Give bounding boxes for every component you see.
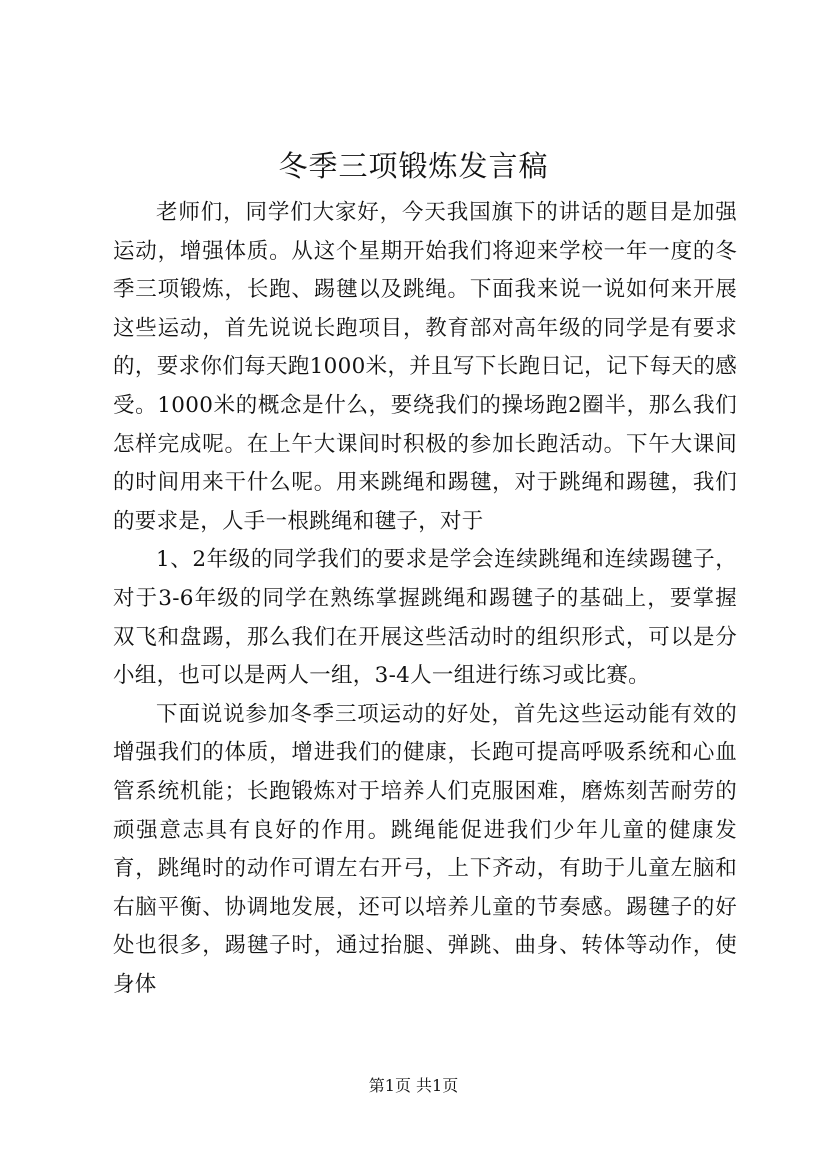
- paragraph-2: 1、2年级的同学我们的要求是学会连续跳绳和连续踢毽子，对于3-6年级的同学在熟练掌握跳绳和踢毽子的基础上，要掌握双飞和盘踢，那么我们在开展这些活动时的组织形式，可以是分小组，也可以是两人一组，3-4人一组进行练习或比赛。: [113, 547, 737, 689]
- document-title: 冬季三项锻炼发言稿: [278, 149, 549, 183]
- paragraph-1: 老师们，同学们大家好，今天我国旗下的讲话的题目是加强运动，增强体质。从这个星期开始我们将迎来学校一年一度的冬季三项锻炼，长跑、踢毽以及跳绳。下面我来说一说如何来开展这些运动，首先说说长跑项目，教育部对高年级的同学是有要求的，要求你们每天跑1000米，并且写下长跑日记，记下每天的感受。1000米的概念是什么，要绕我们的操场跑2圈半，那么我们怎样完成呢。在上午大课间时积极的参加长跑活动。下午大课间的时间用来干什么呢。用来跳绳和踢毽，对于跳绳和踢毽，我们的要求是，人手一根跳绳和毽子，对于: [113, 200, 737, 534]
- paragraph-3: 下面说说参加冬季三项运动的好处，首先这些运动能有效的增强我们的体质，增进我们的健康，长跑可提高呼吸系统和心血管系统机能；长跑锻炼对于培养人们克服困难，磨炼刻苦耐劳的顽强意志具有良好的作用。跳绳能促进我们少年儿童的健康发育，跳绳时的动作可谓左右开弓，上下齐动，有助于儿童左脑和右脑平衡、协调地发展，还可以培养儿童的节奏感。踢毽子的好处也很多，踢毽子时，通过抬腿、弹跳、曲身、转体等动作，使身体: [113, 701, 737, 997]
- page-footer: 第1页 共1页: [368, 1076, 459, 1095]
- document-body: [113, 194, 737, 1004]
